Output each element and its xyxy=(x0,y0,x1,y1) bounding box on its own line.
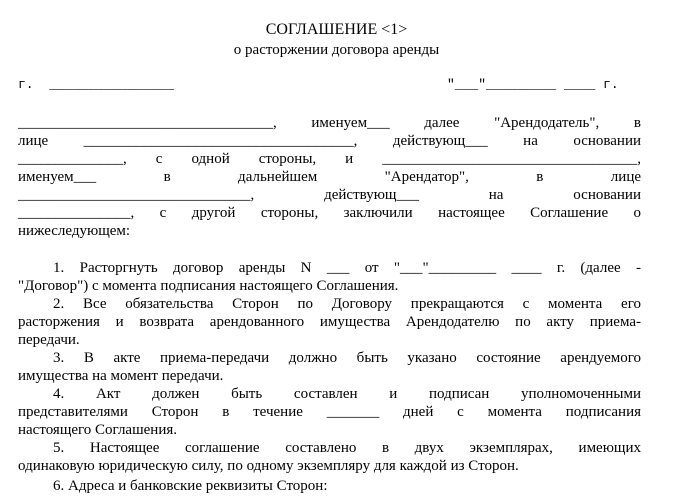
clause-2-line: передачи. xyxy=(18,332,80,348)
clause-3-line: 3. В акте приема-передачи должно быть указано состояние арендуемого xyxy=(53,350,641,366)
clause-1-line: "Договор") с момента подписания настоящего Соглашения. xyxy=(18,278,399,294)
clause-6-line: 6. Адреса и банковские реквизиты Сторон: xyxy=(53,478,328,494)
clause-4-line: настоящего Соглашения. xyxy=(18,422,178,438)
clause-5-line: одинаковую юридическую силу, по одному экземпляру для каждой из Сторон. xyxy=(18,458,519,474)
intro-line: _______________________________, действующ___ на основании xyxy=(18,187,641,203)
city-field: г. ________________ xyxy=(18,77,175,92)
clause-1-line: 1. Расторгнуть договор аренды N ___ от "___"_________ ____ г. (далее - xyxy=(53,260,641,276)
intro-line: нижеследующем: xyxy=(18,223,131,239)
document-subtitle: о расторжении договора аренды xyxy=(233,42,440,58)
date-field: "___"_________ ____ г. xyxy=(447,77,619,92)
clause-2-line: расторжения и возврата арендованного имущества Арендодателю по акту приема- xyxy=(18,314,641,330)
document-title: СОГЛАШЕНИЕ <1> xyxy=(265,21,408,38)
intro-line: __________________________________, именуем___ далее "Арендодатель", в xyxy=(18,115,641,131)
intro-line: лице ____________________________________, действующ___ на основании xyxy=(18,133,641,149)
intro-line: _______________, с другой стороны, заключили настоящее Соглашение о xyxy=(18,205,641,221)
clause-4-line: 4. Акт должен быть составлен и подписан уполномоченными xyxy=(53,386,641,402)
clause-5-line: 5. Настоящее соглашение составлено в двух экземплярах, имеющих xyxy=(53,440,641,456)
clause-2-line: 2. Все обязательства Сторон по Договору прекращаются с момента его xyxy=(53,296,641,312)
intro-line: именуем___ в дальнейшем "Арендатор", в лице xyxy=(18,169,641,185)
intro-line: ______________, с одной стороны, и __________________________________, xyxy=(18,151,641,167)
clause-3-line: имущества на момент передачи. xyxy=(18,368,224,384)
clause-4-line: представителями Сторон в течение _______ дней с момента подписания xyxy=(18,404,641,420)
